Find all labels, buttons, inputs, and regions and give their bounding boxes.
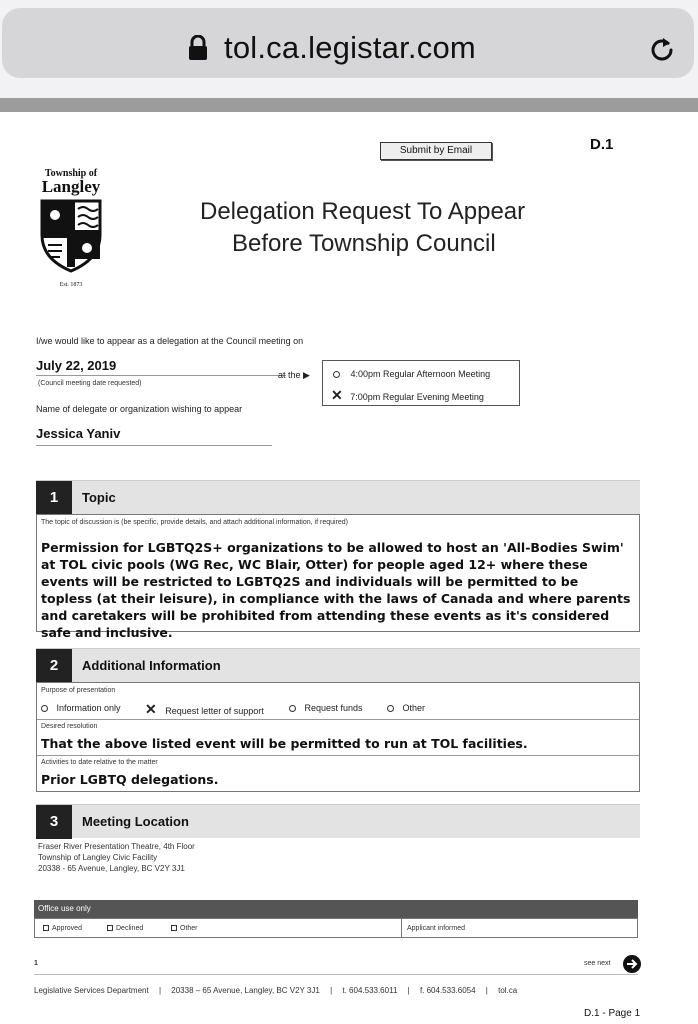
radio-icon xyxy=(387,705,394,712)
applicant-informed: Applicant informed xyxy=(407,925,465,932)
delegate-label: Name of delegate or organization wishing to appear xyxy=(36,404,243,414)
section-title: Meeting Location xyxy=(82,814,189,829)
option-afternoon[interactable]: 4:00pm Regular Afternoon Meeting xyxy=(333,369,490,379)
office-declined[interactable]: Declined xyxy=(107,925,143,932)
activities-value[interactable]: Prior LGBTQ delegations. xyxy=(41,772,219,787)
topic-box xyxy=(36,514,640,640)
divider xyxy=(37,755,639,756)
purpose-option-info[interactable]: Information only xyxy=(41,703,121,713)
purpose-option-funds[interactable]: Request funds xyxy=(289,703,363,713)
checkbox-icon xyxy=(107,925,113,931)
section-number: 1 xyxy=(36,481,72,515)
resolution-value[interactable]: That the above listed event will be permitted to run at TOL facilities. xyxy=(41,736,528,751)
location-line3: 20338 - 65 Avenue, Langley, BC V2Y 3J1 xyxy=(38,864,185,873)
shield-icon xyxy=(36,197,106,275)
x-check-icon: ✕ xyxy=(331,387,343,403)
topic-instruction: The topic of discussion is (be specific, provide details, and attach additional information, if required) xyxy=(41,519,348,526)
office-use-row xyxy=(34,918,638,938)
checkbox-icon xyxy=(171,925,177,931)
form-title-line1: Delegation Request To Appear xyxy=(200,198,526,225)
additional-box xyxy=(36,682,640,792)
location-line2: Township of Langley Civic Facility xyxy=(38,853,158,862)
intro-text: I/we would like to appear as a delegation at the Council meeting on xyxy=(36,336,304,346)
section-number: 2 xyxy=(36,649,72,683)
purpose-label: Purpose of presentation xyxy=(41,687,116,694)
section-location-header xyxy=(36,804,640,838)
section-title: Additional Information xyxy=(82,658,221,673)
page-label: D.1 - Page 1 xyxy=(584,1008,641,1019)
section-number: 3 xyxy=(36,805,72,839)
logo-line2: Langley xyxy=(41,177,101,196)
next-arrow-icon[interactable] xyxy=(622,954,642,974)
township-logo xyxy=(36,168,106,288)
document-page xyxy=(0,112,698,1024)
page-number: 1 xyxy=(34,960,38,967)
address-bar[interactable] xyxy=(2,8,694,78)
office-other[interactable]: Other xyxy=(171,925,198,932)
logo-line1: Township of xyxy=(44,168,98,179)
office-approved[interactable]: Approved xyxy=(43,925,82,932)
url-text: tol.ca.legistar.com xyxy=(224,30,476,65)
office-use-header: Office use only xyxy=(34,900,638,918)
divider xyxy=(37,719,639,720)
meeting-date-field[interactable]: July 22, 2019 xyxy=(36,358,286,376)
page-load-bar xyxy=(0,98,698,112)
date-caption: (Council meeting date requested) xyxy=(38,380,142,387)
arrow-right-icon: ▶ xyxy=(303,370,310,380)
form-title-line2: Before Township Council xyxy=(232,230,496,257)
delegate-field[interactable]: Jessica Yaniv xyxy=(36,426,272,446)
radio-icon xyxy=(333,371,340,378)
checkbox-icon xyxy=(43,925,49,931)
section-additional-header xyxy=(36,648,640,682)
footer-divider xyxy=(34,974,638,975)
footer-bar: Legislative Services Department | 20338 – 65 Avenue, Langley, BC V2Y 3J1 | t. 604.533.6011 | f. 604.533.6054 | tol.ca xyxy=(34,986,518,995)
at-the-label: at the ▶ xyxy=(278,370,310,380)
radio-icon xyxy=(289,705,296,712)
see-next-label: see next xyxy=(584,960,611,967)
topic-text[interactable]: Permission for LGBTQ2S+ organizations to be allowed to host an 'All-Bodies Swim' at TOL civic pools (WG Rec, WC Blair, Otter) for people aged 12+ where these events will be restricted to LGBTQ2S and individuals will be permitted to be topless (at their leisure), in compliance with the laws of Canada and where parents and caretakers will be prohibited from attending these events as it's considered safe and inclusive. xyxy=(41,540,631,640)
purpose-option-letter[interactable]: ✕ Request letter of support xyxy=(145,701,264,717)
radio-icon xyxy=(41,705,48,712)
activities-label: Activities to date relative to the matter xyxy=(41,759,158,766)
location-line1: Fraser River Presentation Theatre, 4th Floor xyxy=(38,842,195,851)
submit-by-email-button[interactable]: Submit by Email xyxy=(380,142,492,160)
section-topic-header xyxy=(36,480,640,514)
purpose-option-other[interactable]: Other xyxy=(387,703,425,713)
divider xyxy=(401,919,402,937)
resolution-label: Desired resolution xyxy=(41,723,98,730)
option-evening[interactable]: ✕ 7:00pm Regular Evening Meeting xyxy=(331,387,484,403)
form-code: D.1 xyxy=(590,136,614,153)
meeting-options xyxy=(322,360,520,406)
logo-established: Est. 1873 xyxy=(59,282,83,288)
x-check-icon: ✕ xyxy=(145,701,157,717)
reload-icon[interactable] xyxy=(646,34,678,66)
browser-chrome xyxy=(0,0,698,98)
lock-icon xyxy=(188,35,208,61)
section-title: Topic xyxy=(82,490,116,505)
